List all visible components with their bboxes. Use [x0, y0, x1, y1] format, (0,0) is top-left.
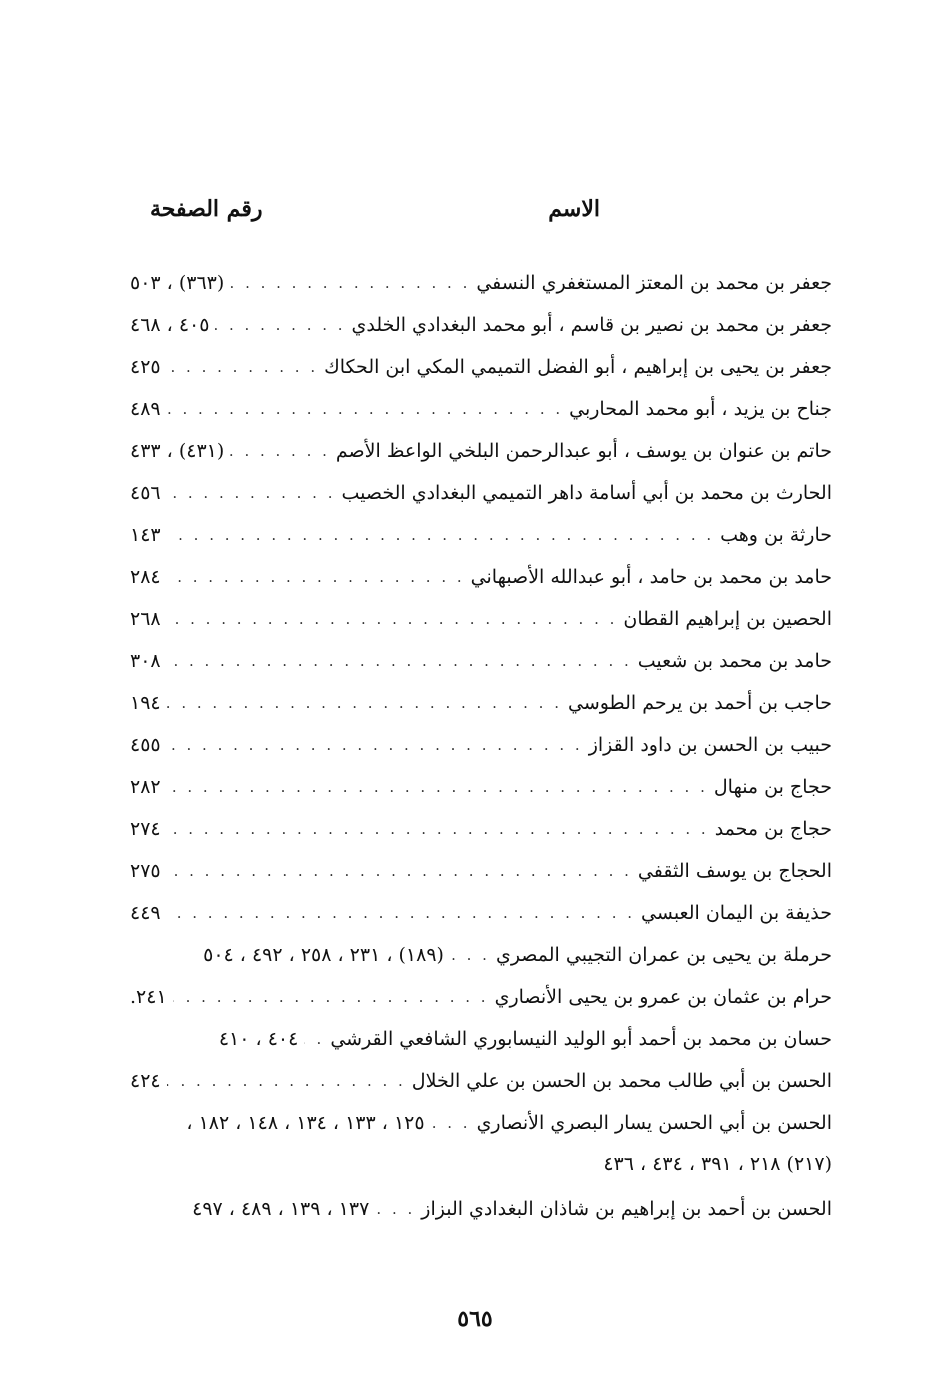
entry-pages: ١٣٧ ، ١٣٩ ، ٤٨٩ ، ٤٩٧ — [192, 1198, 370, 1220]
dot-leader — [167, 682, 562, 724]
entry-name: الحارث بن محمد بن أبي أسامة داهر التميمي البغدادي الخصيب — [341, 482, 832, 504]
entry-name: حاجب بن أحمد بن يرحم الطوسي — [567, 692, 832, 714]
entry-pages: ٣٠٨ — [130, 650, 161, 672]
entry-name: جعفر بن يحيى بن إبراهيم ، أبو الفضل التميمي المكي ابن الحكاك — [324, 356, 832, 378]
dot-leader — [173, 976, 489, 1018]
entry-name: حارثة بن وهب — [720, 524, 832, 546]
index-entry — [18, 1188, 832, 1230]
index-entry — [130, 892, 832, 934]
index-entry — [130, 430, 832, 472]
dot-leader — [167, 724, 583, 766]
index-entry — [130, 808, 832, 850]
dot-leader — [167, 514, 715, 556]
entry-pages: (٣٦٣) ، ٥٠٣ — [130, 272, 225, 294]
index-entries — [130, 262, 832, 1230]
index-entry — [130, 724, 832, 766]
entry-name: الحجاج بن يوسف الثقفي — [637, 860, 832, 882]
page-number: ٥٦٥ — [457, 1306, 493, 1332]
entry-pages: ٢٧٤ — [130, 818, 161, 840]
index-entry — [130, 1060, 832, 1102]
dot-leader — [375, 1188, 415, 1230]
entry-pages: ٤٢٤ — [130, 1070, 161, 1092]
dot-leader — [230, 262, 470, 304]
entry-name: حجاج بن محمد — [714, 818, 832, 840]
entry-name: حامد بن محمد بن حامد ، أبو عبدالله الأصبهاني — [470, 566, 832, 588]
dot-leader — [167, 808, 709, 850]
entry-pages: ٢٦٨ — [130, 608, 161, 630]
entry-pages: ٤٤٩ — [130, 902, 161, 924]
entry-pages: (١٨٩) ، ٢٣١ ، ٢٥٨ ، ٤٩٢ ، ٥٠٤ — [203, 944, 444, 966]
dot-leader — [167, 850, 632, 892]
index-entry — [130, 472, 832, 514]
entry-pages: ٤٥٦ — [130, 482, 161, 504]
entry-name: حرملة بن يحيى بن عمران التجيبي المصري — [495, 944, 832, 966]
entry-pages: (٤٣١) ، ٤٣٣ — [130, 440, 225, 462]
dot-leader — [431, 1102, 471, 1144]
entry-name: حسان بن محمد بن أحمد أبو الوليد النيسابوري الشافعي القرشي — [330, 1028, 832, 1050]
entry-pages: ٤٢٥ — [130, 356, 161, 378]
entry-pages: ١٢٥ ، ١٣٣ ، ١٣٤ ، ١٤٨ ، ١٨٢ ، — [186, 1112, 425, 1134]
dot-leader — [304, 1018, 324, 1060]
dot-leader — [167, 640, 632, 682]
index-entry — [130, 304, 832, 346]
entry-pages-continuation — [130, 1144, 832, 1184]
dot-leader — [167, 892, 635, 934]
entry-pages: ١٤٣ — [130, 524, 161, 546]
entry-name: جعفر بن محمد بن نصير بن قاسم ، أبو محمد البغدادي الخلدي — [351, 314, 832, 336]
dot-leader — [167, 346, 318, 388]
index-entry — [18, 934, 832, 976]
entry-pages: (٢١٧) ٢١٨ ، ٣٩١ ، ٤٣٤ ، ٤٣٦ — [603, 1153, 832, 1175]
dot-leader — [167, 388, 564, 430]
entry-name: حامد بن محمد بن شعيب — [637, 650, 832, 672]
dot-leader — [167, 556, 465, 598]
index-entry — [130, 976, 832, 1018]
entry-pages: ٢٨٤ — [130, 566, 161, 588]
index-entry — [130, 346, 832, 388]
entry-name: الحسن بن أبي الحسن يسار البصري الأنصاري — [476, 1112, 832, 1134]
name-column-header: الاسم — [548, 196, 600, 222]
entry-name: جعفر بن محمد بن المعتز المستغفري النسفي — [476, 272, 832, 294]
entry-pages: ٤٥٥ — [130, 734, 161, 756]
entry-pages: ٤٠٤ ، ٤١٠ — [218, 1028, 299, 1050]
index-entry — [130, 598, 832, 640]
entry-name: حجاج بن منهال — [713, 776, 832, 798]
dot-leader — [167, 766, 708, 808]
dot-leader — [230, 430, 330, 472]
page-number-column-header: رقم الصفحة — [150, 196, 263, 222]
column-headers — [150, 196, 600, 236]
index-entry — [10, 1102, 832, 1144]
index-entry — [130, 388, 832, 430]
entry-pages: ١٩٤ — [130, 692, 161, 714]
entry-name: حاتم بن عنوان بن يوسف ، أبو عبدالرحمن البلخي الواعظ الأصم — [335, 440, 832, 462]
entry-name: حرام بن عثمان بن عمرو بن يحيى الأنصاري — [494, 986, 832, 1008]
index-entry — [130, 262, 832, 304]
index-entry — [130, 514, 832, 556]
index-entry — [130, 766, 832, 808]
entry-name: حذيفة بن اليمان العبسي — [641, 902, 832, 924]
index-entry — [130, 682, 832, 724]
entry-pages: ٢٤١. — [130, 986, 167, 1008]
dot-leader — [450, 934, 490, 976]
index-entry — [130, 640, 832, 682]
index-entry — [130, 850, 832, 892]
entry-pages: ٤٨٩ — [130, 398, 161, 420]
entry-pages: ٤٠٥ ، ٤٦٨ — [130, 314, 210, 336]
entry-name: الحسن بن أبي طالب محمد بن الحسن بن علي الخلال — [411, 1070, 832, 1092]
dot-leader — [167, 472, 336, 514]
dot-leader — [215, 304, 345, 346]
entry-name: الحسن بن أحمد بن إبراهيم بن شاذان البغدادي البزاز — [421, 1198, 832, 1220]
entry-name: الحصين بن إبراهيم القطان — [623, 608, 832, 630]
entry-pages: ٢٧٥ — [130, 860, 161, 882]
index-entry — [64, 1018, 832, 1060]
index-entry — [130, 556, 832, 598]
dot-leader — [167, 1060, 406, 1102]
dot-leader — [167, 598, 618, 640]
entry-name: حبيب بن الحسن بن داود القزاز — [588, 734, 832, 756]
entry-pages: ٢٨٢ — [130, 776, 161, 798]
entry-name: جناح بن يزيد ، أبو محمد المحاربي — [569, 398, 832, 420]
